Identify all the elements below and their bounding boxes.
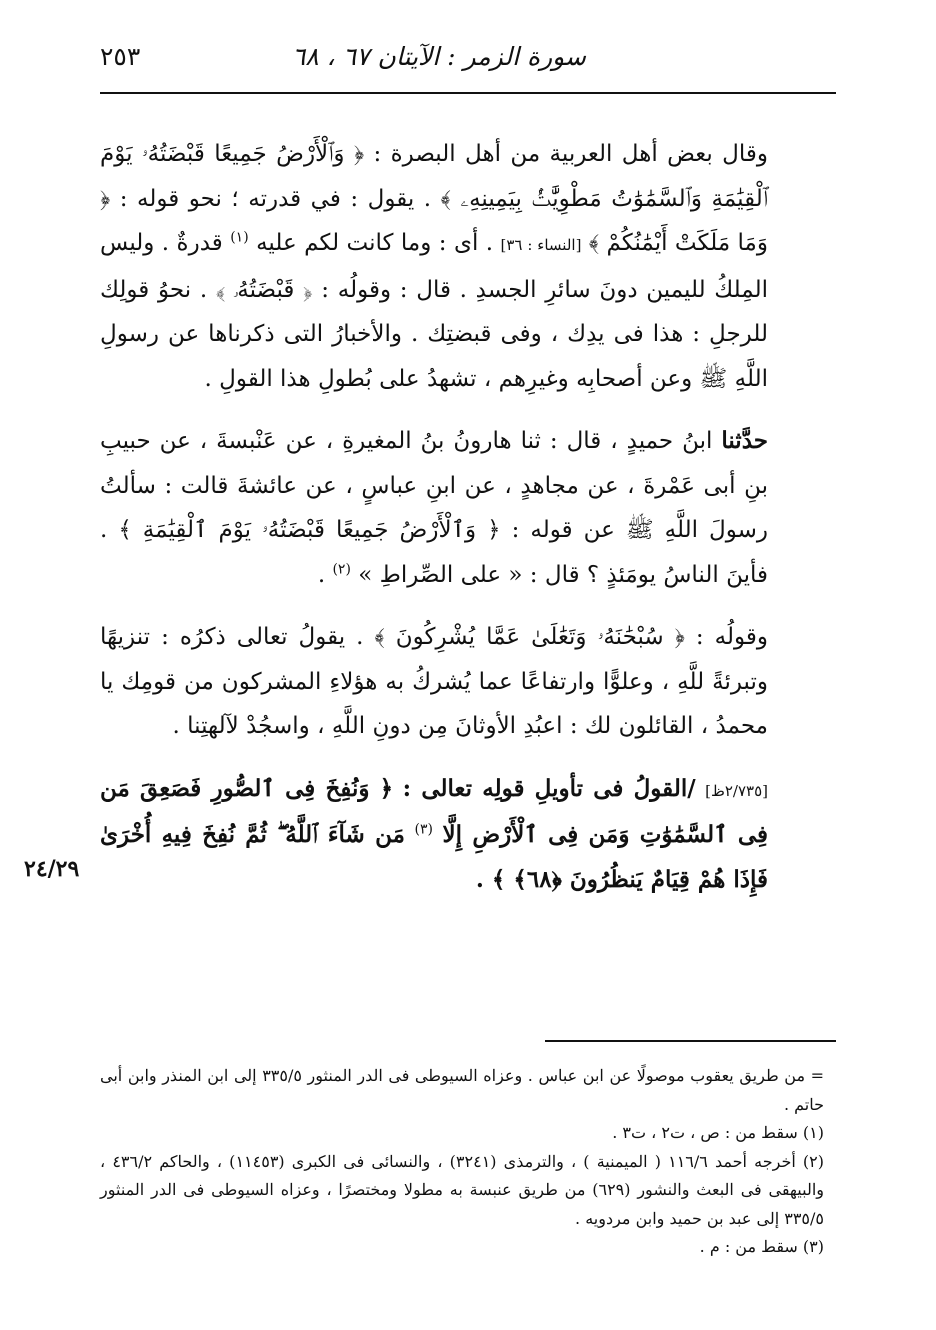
margin-reference: ٢٤/٢٩ bbox=[24, 856, 80, 882]
footnote-rule bbox=[545, 1040, 836, 1042]
main-text bbox=[100, 132, 808, 902]
paragraph-4: [٢/٧٣٥ظ] /القولُ فى تأويلِ قولِه تعالى : ﴿ وَنُفِخَ فِى ٱلصُّورِ فَصَعِقَ مَن فِى ٱلسَّمَٰوَٰتِ وَمَن فِى ٱلْأَرْضِ إِلَّا $^{(٣)}$ مَن شَآءَ ٱللَّهُ ۖ ثُمَّ نُفِخَ فِيهِ أُخْرَىٰ فَإِذَا هُمْ قِيَامٌ يَنظُرُونَ ﴿٦٨﴾ ﴾ . bbox=[100, 774, 769, 893]
paragraph-3: وقولُه : ﴿ سُبْحَٰنَهُۥ وَتَعَٰلَىٰ عَمَّا يُشْرِكُونَ ﴾ . يقولُ تعالى ذكرُه : تنزيهًا وتبرئةً للَّهِ ، وعلوًّا وارتفاعًا عما يُشركُ به هؤلاءِ المشركون من قومِك يا محمدُ ، القائلون لك : اعبُدِ الأوثانَ مِن دونِ اللَّهِ ، واسجُدْ لآلهتِنا . bbox=[100, 624, 768, 739]
page-number: ٢٥٣ bbox=[100, 42, 141, 71]
header-rule bbox=[100, 92, 836, 94]
footnote-marker: (٢) bbox=[332, 560, 351, 577]
hadith-lead: حدَّثنا bbox=[721, 427, 768, 454]
manuscript-reference: [٢/٧٣٥ظ] bbox=[705, 781, 769, 800]
section-heading: /القولُ فى تأويلِ قولِه تعالى : bbox=[402, 774, 696, 802]
footnote-marker: (١) bbox=[230, 229, 249, 246]
footnote-1: (١) سقط من : ص ، ت٢ ، ت٣ . bbox=[612, 1123, 824, 1142]
verse-reference: [النساء : ٣٦] bbox=[500, 236, 582, 254]
paragraph-2: حدَّثنا ابنُ حميدٍ ، قال : ثنا هارونُ بنُ المغيرةِ ، عن عَنْبسةَ ، عن حبيبِ بنِ أبى عَمْرةَ ، عن مجاهدٍ ، عن ابنِ عباسٍ ، عن عائشةَ قالت : سألتُ رسولَ اللَّهِ ﷺ عن قوله : ﴿ وَٱلْأَرْضُ جَمِيعًا قَبْضَتُهُۥ يَوْمَ ٱلْقِيَٰمَةِ ﴾ . فأينَ الناسُ يومَئذٍ ؟ قال : « على الصِّراطِ » $^{(٢)}$ . bbox=[100, 427, 768, 588]
running-title: سورة الزمر : الآيتان ٦٧ ، ٦٨ bbox=[291, 42, 586, 71]
footnote-marker: (٣) bbox=[414, 821, 433, 838]
footnote-continued: = من طريق يعقوب موصولًا عن ابن عباس . وعزاه السيوطى فى الدر المنثور ٣٣٥/٥ إلى ابن المنذر وابن أبى حاتم . bbox=[100, 1066, 824, 1114]
paragraph-1: وقال بعض أهل العربية من أهل البصرة : ﴿ وَٱلْأَرْضُ جَمِيعًا قَبْضَتُهُۥ يَوْمَ ٱلْقِيَٰمَةِ وَٱلسَّمَٰوَٰتُ مَطْوِيَّٰتُۢ بِيَمِينِهِۦ ﴾ . يقول : في قدرته ؛ نحو قوله : ﴿ وَمَا مَلَكَتْ أَيْمَٰنُكُمْ ﴾ [النساء : ٣٦] . أى : وما كانت لكم عليه $^{(١)}$ قدرةٌ . وليس المِلكُ لليمين دونَ سائرِ الجسدِ . قال : وقولُه : ﴿ قَبْضَتُهُۥ ﴾ . نحوُ قولِك للرجلِ : هذا فى يدِك ، وفى قبضتِك . والأخبارُ التى ذكرناها عن رسولِ اللَّهِ ﷺ وعن أصحابِه وغيرِهم ، تشهدُ على بُطولِ هذا القولِ . bbox=[100, 141, 768, 392]
footnotes bbox=[100, 1062, 824, 1262]
footnote-2: (٢) أخرجه أحمد ١١٦/٦ ( الميمنية ) ، والترمذى (٣٢٤١) ، والنسائى فى الكبرى (١١٤٥٣) ، والحاكم ٤٣٦/٢ ، والبيهقى فى البعث والنشور (٦٢٩) من طريق عنبسة به مطولا ومختصرًا ، وعزاه السيوطى فى الدر المنثور ٣٣٥/٥ إلى عبد بن حميد وابن مردويه . bbox=[100, 1151, 825, 1228]
footnote-3: (٣) سقط من : م . bbox=[699, 1237, 824, 1256]
page-header bbox=[100, 38, 836, 82]
